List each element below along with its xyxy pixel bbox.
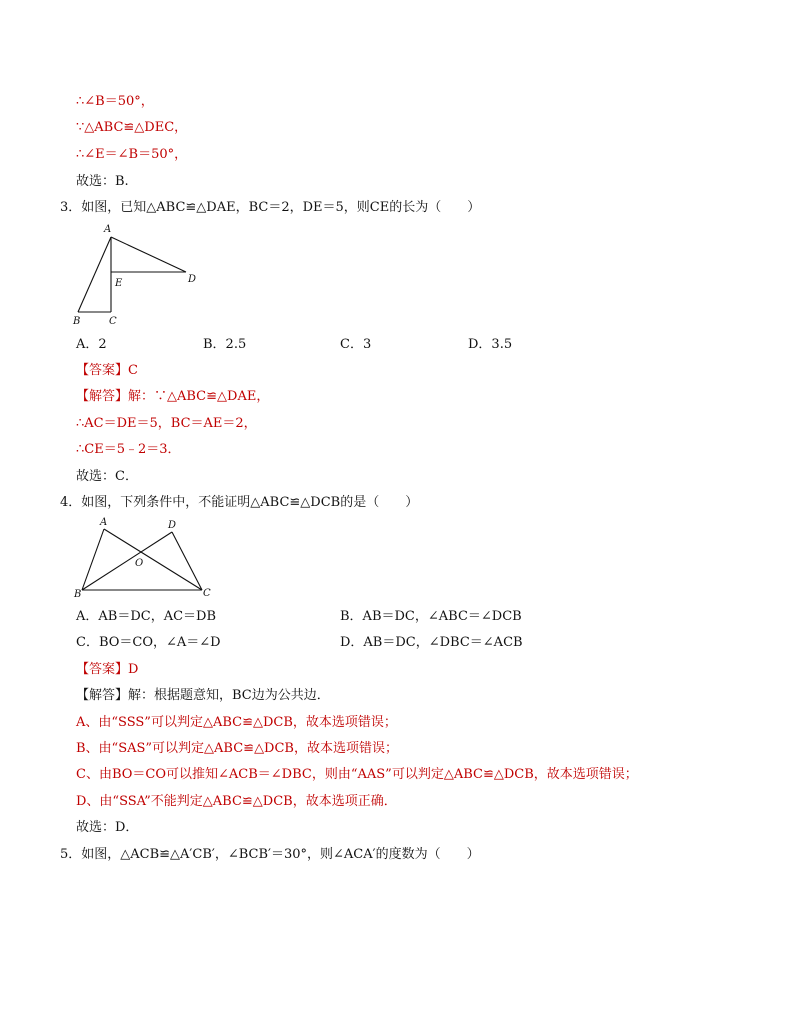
solution-line: ∵△ABC≌△DEC， (76, 120, 188, 135)
segment-ad (111, 237, 186, 272)
segment-ac (104, 529, 202, 590)
solution-line: 【解答】解：根据题意知，BC边为公共边． (76, 688, 330, 703)
question-4-figure (68, 515, 218, 601)
vertex-label-d: D (168, 520, 177, 531)
question-3-figure (68, 222, 208, 328)
segment-db (82, 532, 172, 590)
vertex-label-d: D (188, 274, 197, 285)
solution-conclusion: 故选：D． (76, 820, 139, 835)
vertex-label-b: B (73, 316, 81, 327)
solution-conclusion: 故选：C． (76, 469, 138, 484)
question-3-stem: 3．如图，已知△ABC≌△DAE，BC＝2，DE＝5，则CE的长为（ ） (60, 200, 481, 215)
option-c[interactable]: C．BO＝CO，∠A＝∠D (76, 635, 221, 650)
solution-line: ∴AC＝DE＝5，BC＝AE＝2， (76, 416, 257, 431)
option-d[interactable]: D．AB＝DC，∠DBC＝∠ACB (340, 635, 523, 650)
answer-label: 【答案】C (76, 363, 138, 378)
option-d[interactable]: D．3.5 (468, 337, 513, 352)
vertex-label-c: C (203, 588, 211, 599)
solution-line: ∴CE＝5﹣2＝3． (76, 442, 181, 457)
solution-conclusion: 故选：B. (76, 174, 129, 189)
vertex-label-a: A (104, 224, 112, 235)
vertex-label-o: O (135, 558, 144, 569)
solution-line: 【解答】解：∵△ABC≌△DAE， (76, 389, 270, 404)
answer-label: 【答案】D (76, 662, 139, 677)
option-c[interactable]: C．3 (340, 337, 372, 352)
segment-ab (78, 237, 111, 312)
vertex-label-e: E (115, 278, 123, 289)
option-b[interactable]: B．2.5 (203, 337, 247, 352)
solution-line: ∴∠E＝∠B＝50°， (76, 147, 188, 162)
vertex-label-b: B (74, 589, 82, 600)
option-a[interactable]: A．AB＝DC，AC＝DB (76, 609, 217, 624)
solution-line: C、由BO＝CO可以推知∠ACB＝∠DBC，则由“AAS”可以判定△ABC≌△DCB，故本选项错误； (76, 767, 638, 782)
solution-line: A、由“SSS”可以判定△ABC≌△DCB，故本选项错误； (76, 715, 397, 730)
solution-line: D、由“SSA”不能判定△ABC≌△DCB，故本选项正确． (76, 794, 397, 809)
solution-line: ∴∠B＝50°， (76, 94, 154, 109)
segment-ab (82, 529, 104, 590)
vertex-label-a: A (100, 517, 108, 528)
option-b[interactable]: B．AB＝DC，∠ABC＝∠DCB (340, 609, 522, 624)
solution-line: B、由“SAS”可以判定△ABC≌△DCB，故本选项错误； (76, 741, 398, 756)
question-4-stem: 4．如图，下列条件中，不能证明△ABC≌△DCB的是（ ） (60, 495, 419, 510)
option-a[interactable]: A．2 (76, 337, 107, 352)
question-5-stem: 5．如图，△ACB≌△A′CB′，∠BCB′＝30°，则∠ACA′的度数为（ ） (60, 847, 480, 862)
vertex-label-c: C (109, 316, 117, 327)
